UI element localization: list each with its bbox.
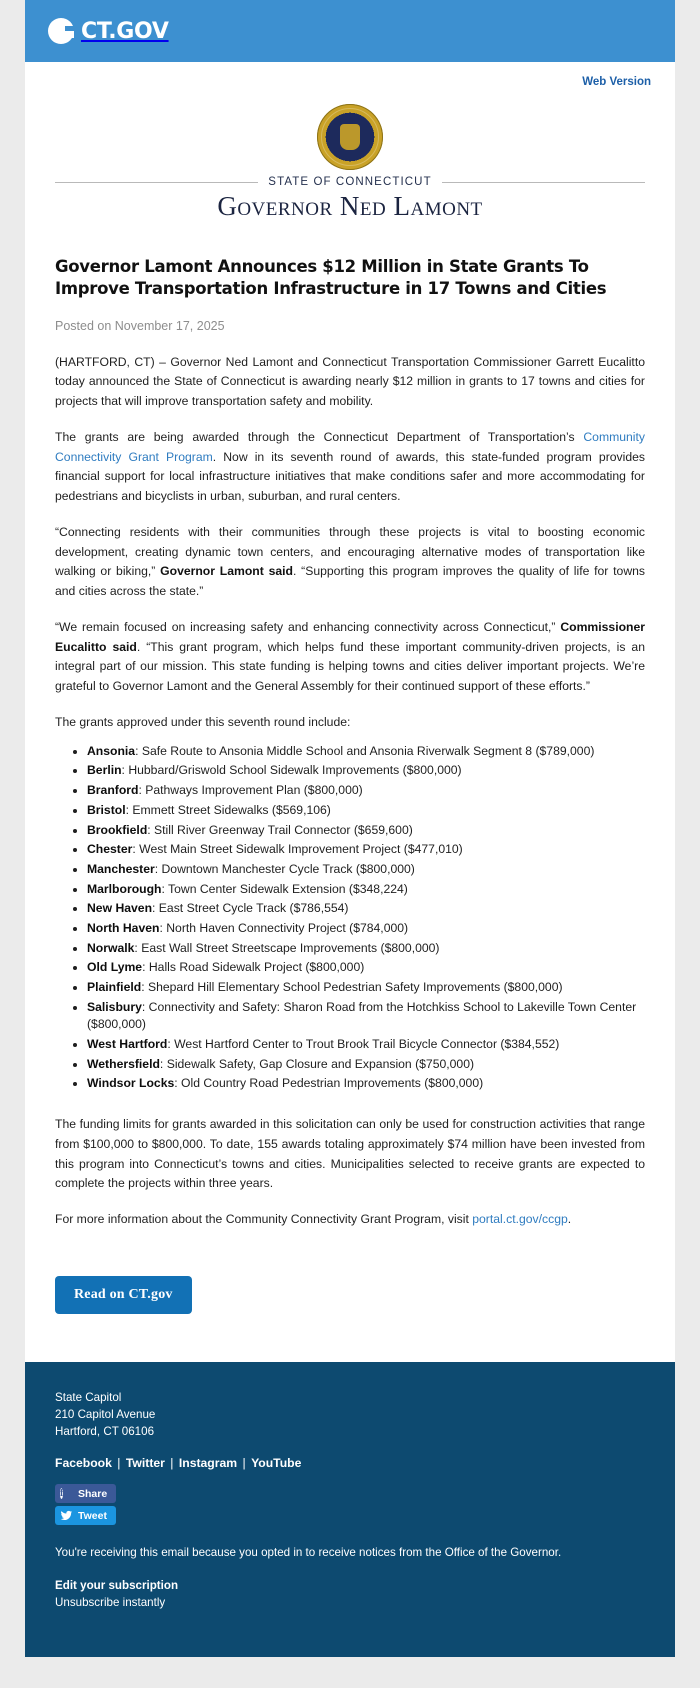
page-title: Governor Lamont Announces $12 Million in State Grants To Improve Transportation Infrastructure in 17 Towns and Cities — [55, 257, 607, 299]
paragraph-more-info — [55, 1210, 645, 1230]
paragraph-lamont-quote — [55, 523, 645, 602]
paragraph-program — [55, 428, 645, 507]
grant-town: Ansonia — [87, 743, 136, 758]
grant-list-item — [87, 959, 645, 977]
masthead — [25, 94, 675, 222]
grant-list-item — [87, 881, 645, 899]
grant-town: Wethersfield — [87, 1056, 160, 1071]
ct-circle-logo-icon — [48, 18, 74, 44]
grant-detail: : Sidewalk Safety, Gap Closure and Expansion ($750,000) — [159, 1056, 475, 1071]
grant-detail: : West Hartford Center to Trout Brook Trail Bicycle Connector ($384,552) — [167, 1037, 560, 1052]
grant-town: Marlborough — [87, 881, 162, 896]
masthead-rule — [55, 176, 645, 188]
posted-date: Posted on November 17, 2025 — [55, 318, 225, 333]
grant-town: Windsor Locks — [87, 1076, 175, 1091]
subscription-notice: You're receiving this email because you opted in to receive notices from the Office of the Governor. — [55, 1546, 562, 1560]
email-footer — [25, 1362, 675, 1657]
article-body — [25, 222, 675, 1230]
grant-list-item — [87, 802, 645, 820]
paragraph-intro — [55, 353, 645, 412]
address-line-3: Hartford, CT 06106 — [55, 1424, 155, 1438]
grant-list-item — [87, 841, 645, 859]
social-link-facebook[interactable]: Facebook — [55, 1456, 112, 1471]
footer-address — [55, 1390, 645, 1440]
address-line-2: 210 Capitol Avenue — [55, 1407, 156, 1421]
lamont-quote-text-b: . “Supporting this program improves the quality of life for towns and cities across the state.” — [55, 564, 645, 599]
grant-town: Plainfield — [87, 980, 142, 995]
facebook-share-label: Share — [78, 1487, 108, 1500]
grant-list-item — [87, 762, 645, 780]
grant-town: North Haven — [87, 920, 160, 935]
unsubscribe-link[interactable]: Unsubscribe instantly — [55, 1595, 166, 1609]
address-line-1: State Capitol — [55, 1390, 122, 1404]
social-separator: | — [239, 1456, 250, 1471]
lamont-quote-text-a: “Connecting residents with their communities through these projects is vital to boosting economic development, creating dynamic town centers, and encouraging alternative modes of transportation like walking or biking,” — [55, 524, 645, 579]
grant-detail: : Emmett Street Sidewalks ($569,106) — [125, 802, 331, 817]
facebook-icon: f — [60, 1488, 64, 1500]
governor-name-title: Governor Ned Lamont — [217, 191, 483, 221]
more-info-text-a: For more information about the Community Connectivity Grant Program, visit — [55, 1212, 473, 1227]
ctgov-brand-text: CT.GOV — [81, 18, 169, 44]
social-separator: | — [166, 1456, 177, 1471]
rule-right — [442, 182, 645, 183]
grant-list-item — [87, 999, 645, 1034]
web-version-row — [25, 62, 675, 94]
grant-town: Manchester — [87, 861, 155, 876]
ctgov-logo-link[interactable] — [48, 18, 169, 44]
twitter-bird-icon — [60, 1509, 73, 1522]
grant-list-item — [87, 1075, 645, 1093]
grant-list-item — [87, 940, 645, 958]
grant-detail: : East Street Cycle Track ($786,554) — [152, 901, 349, 916]
read-on-ctgov-button[interactable]: Read on CT.gov — [55, 1276, 192, 1314]
grant-detail: : Connectivity and Safety: Sharon Road from the Hotchkiss School to Lakeville Town Center ($800,000) — [87, 999, 637, 1032]
grant-detail: : Old Country Road Pedestrian Improvements ($800,000) — [174, 1076, 484, 1091]
portal-ccgp-link[interactable]: portal.ct.gov/ccgp — [472, 1212, 568, 1227]
grant-town: Brookfield — [87, 822, 148, 837]
grants-list — [55, 743, 645, 1093]
grant-detail: : North Haven Connectivity Project ($784,000) — [159, 920, 409, 935]
social-link-twitter[interactable]: Twitter — [125, 1456, 165, 1471]
share-buttons — [55, 1483, 645, 1528]
grant-list-item — [87, 979, 645, 997]
paragraph-program-text-a: The grants are being awarded through the Connecticut Department of Transportation’s — [55, 429, 584, 444]
eucalitto-attribution: Commissioner Eucalitto said — [55, 619, 645, 654]
grant-town: Branford — [87, 783, 139, 798]
email-container — [25, 0, 675, 1657]
facebook-share-button[interactable] — [55, 1484, 116, 1503]
grant-list-item — [87, 822, 645, 840]
grant-list-item — [87, 1056, 645, 1074]
twitter-share-button[interactable] — [55, 1506, 116, 1525]
funding-limits-text: The funding limits for grants awarded in this solicitation can only be used for construction activities that range from $100,000 to $800,000. To date, 155 awards totaling approximately $74 million have been invested from this program into Connecticut’s towns and cities. Municipalities selected to receive grants are expected to complete the projects within three years. — [55, 1117, 645, 1191]
paragraph-program-text-b: . Now in its seventh round of awards, this state-funded program provides financial support for local infrastructure initiatives that make conditions safer and more accommodating for pedestrians and bicyclists in urban, suburban, and rural centers. — [55, 449, 645, 504]
grant-detail: : Still River Greenway Trail Connector ($659,600) — [147, 822, 413, 837]
web-version-link[interactable]: Web Version — [582, 76, 651, 88]
grant-list-item — [87, 920, 645, 938]
cta-section — [25, 1246, 675, 1362]
grant-list-item — [87, 782, 645, 800]
grant-town: Old Lyme — [87, 960, 143, 975]
grant-detail: : Pathways Improvement Plan ($800,000) — [138, 783, 363, 798]
subscription-links — [55, 1578, 645, 1612]
grant-town: New Haven — [87, 901, 153, 916]
grant-town: Bristol — [87, 802, 126, 817]
connecticut-state-seal-icon — [317, 104, 383, 170]
paragraph-intro-text: (HARTFORD, CT) – Governor Ned Lamont and Connecticut Transportation Commissioner Garrett Eucalitto today announced the State of Connecticut is awarding nearly $12 million in grants to 17 towns and cities for projects that will improve transportation safety and mobility. — [55, 354, 645, 409]
grant-detail: : Downtown Manchester Cycle Track ($800,000) — [154, 861, 415, 876]
page-tail-spacer — [0, 1657, 700, 1687]
grant-detail: : Halls Road Sidewalk Project ($800,000) — [142, 960, 365, 975]
eucalitto-quote-text-a: “We remain focused on increasing safety and enhancing connectivity across Connecticut,” — [55, 619, 561, 634]
social-links-row — [55, 1456, 645, 1470]
rule-left — [55, 182, 258, 183]
paragraph-eucalitto-quote — [55, 618, 645, 697]
grants-list-intro: The grants approved under this seventh round include: — [55, 715, 351, 730]
grant-town: West Hartford — [87, 1037, 168, 1052]
grant-town: Berlin — [87, 763, 122, 778]
lamont-attribution: Governor Lamont said — [160, 564, 293, 579]
grant-list-item — [87, 1036, 645, 1054]
grant-detail: : Town Center Sidewalk Extension ($348,224) — [161, 881, 408, 896]
community-connectivity-grant-program-link[interactable]: Community Connectivity Grant Program — [55, 429, 645, 464]
grant-town: Salisbury — [87, 999, 142, 1014]
state-of-connecticut-label: STATE OF CONNECTICUT — [268, 176, 432, 188]
social-separator: | — [113, 1456, 124, 1471]
site-header-bar — [25, 0, 675, 62]
grant-town: Norwalk — [87, 940, 135, 955]
grant-detail: : East Wall Street Streetscape Improvements ($800,000) — [134, 940, 440, 955]
edit-subscription-link[interactable]: Edit your subscription — [55, 1578, 179, 1592]
eucalitto-quote-text-b: . “This grant program, which helps fund these important community-driven projects, is an integral part of our mission. This state funding is helping towns and cities deliver important projects. We’re grateful to Governor Lamont and the General Assembly for their continued support of these efforts.” — [55, 639, 645, 694]
grant-detail: : West Main Street Sidewalk Improvement Project ($477,010) — [132, 842, 463, 857]
twitter-share-label: Tweet — [78, 1509, 107, 1522]
social-link-instagram[interactable]: Instagram — [178, 1456, 238, 1471]
grant-detail: : Safe Route to Ansonia Middle School and Ansonia Riverwalk Segment 8 ($789,000) — [135, 743, 595, 758]
grant-detail: : Shepard Hill Elementary School Pedestrian Safety Improvements ($800,000) — [141, 980, 563, 995]
grant-town: Chester — [87, 842, 133, 857]
grant-detail: : Hubbard/Griswold School Sidewalk Improvements ($800,000) — [121, 763, 462, 778]
grant-list-item — [87, 743, 645, 761]
more-info-text-b: . — [567, 1212, 572, 1227]
social-link-youtube[interactable]: YouTube — [251, 1456, 302, 1471]
grant-list-item — [87, 900, 645, 918]
paragraph-funding-limits — [55, 1115, 645, 1194]
grant-list-item — [87, 861, 645, 879]
